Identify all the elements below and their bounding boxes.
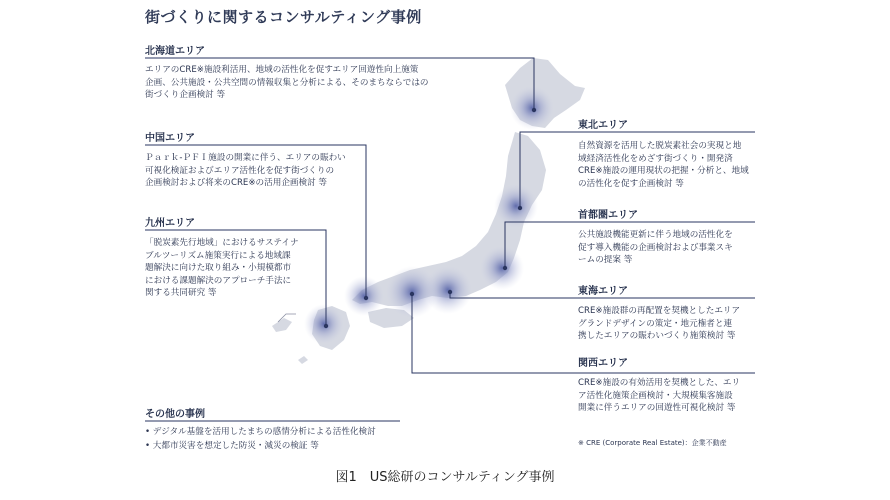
shutoken-title: 首都圏エリア xyxy=(578,210,638,221)
tokai-title: 東海エリア xyxy=(578,286,628,297)
page-title: 街づくりに関するコンサルティング事例 xyxy=(145,8,422,26)
shutoken-text: 公共施設機能更新に伴う地域の活性化を 促す導入機能の企画検討および事業スキ ームの提案 等 xyxy=(578,230,733,265)
kansai-title: 関西エリア xyxy=(578,358,628,369)
other-title: その他の事例 xyxy=(145,409,205,420)
hokkaido-glow xyxy=(510,86,554,130)
islands-shape xyxy=(272,318,292,332)
chugoku-text: Ｐａｒｋ-ＰＦＩ施設の開業に伴う、エリアの賑わい 可視化検証およびエリア活性化を促す街づくりの 企画検討および将来のCRE※の活用企画検討 等 xyxy=(145,153,346,188)
hokkaido-text: エリアのCRE※施設利活用、地域の活性化を促すエリア回遊性向上施策 企画、公共施設・公共空間の情報収集と分析による、そのまちならではの 街づくり企画検討 等 xyxy=(145,65,429,100)
tokai-text: CRE※施設群の再配置を契機としたエリア グランドデザインの策定・地元権者と連 携したエリアの賑わいづくり施策検討 等 xyxy=(578,306,741,341)
kyushu-title: 九州エリア xyxy=(145,218,195,229)
figure-caption: 図1 US総研のコンサルティング事例 xyxy=(335,470,555,485)
tohoku-text: 自然資源を活用した脱炭素社会の実現と地 域経済活性化をめざす街づくり・開発済 CRE※施設の運用現状の把握・分析と、地域 の活性化を促す企画検討 等 xyxy=(578,141,749,189)
hokkaido-title: 北海道エリア xyxy=(145,46,205,57)
chugoku-title: 中国エリア xyxy=(145,133,195,144)
kyushu-text: 「脱炭素先行地域」におけるサステイナ ブルツーリズム施策実行による地域課 題解決に向けた取り組み・小規模都市 における課題解決のアプローチ手法に 関する共同研究 等 xyxy=(145,238,299,298)
kansai-text: CRE※施設の有効活用を契機とした、エリ ア活性化施策企画検討・大規模集客施設 開業に伴うエリアの回遊性可視化検討 等 xyxy=(578,378,741,413)
tohoku-glow xyxy=(494,184,538,228)
other-item-2: • 大都市災害を想定した防災・減災の検証 等 xyxy=(145,441,319,451)
kyushu-glow xyxy=(304,304,344,344)
shutoken-glow xyxy=(480,246,524,290)
cre-note: ※ CRE (Corporate Real Estate)：企業不動産 xyxy=(578,439,727,447)
chugoku-glow xyxy=(344,276,384,316)
other-item-1: • デジタル基盤を活用したまちの感情分析による活性化検討 xyxy=(145,427,376,437)
tohoku-title: 東北エリア xyxy=(578,120,628,131)
